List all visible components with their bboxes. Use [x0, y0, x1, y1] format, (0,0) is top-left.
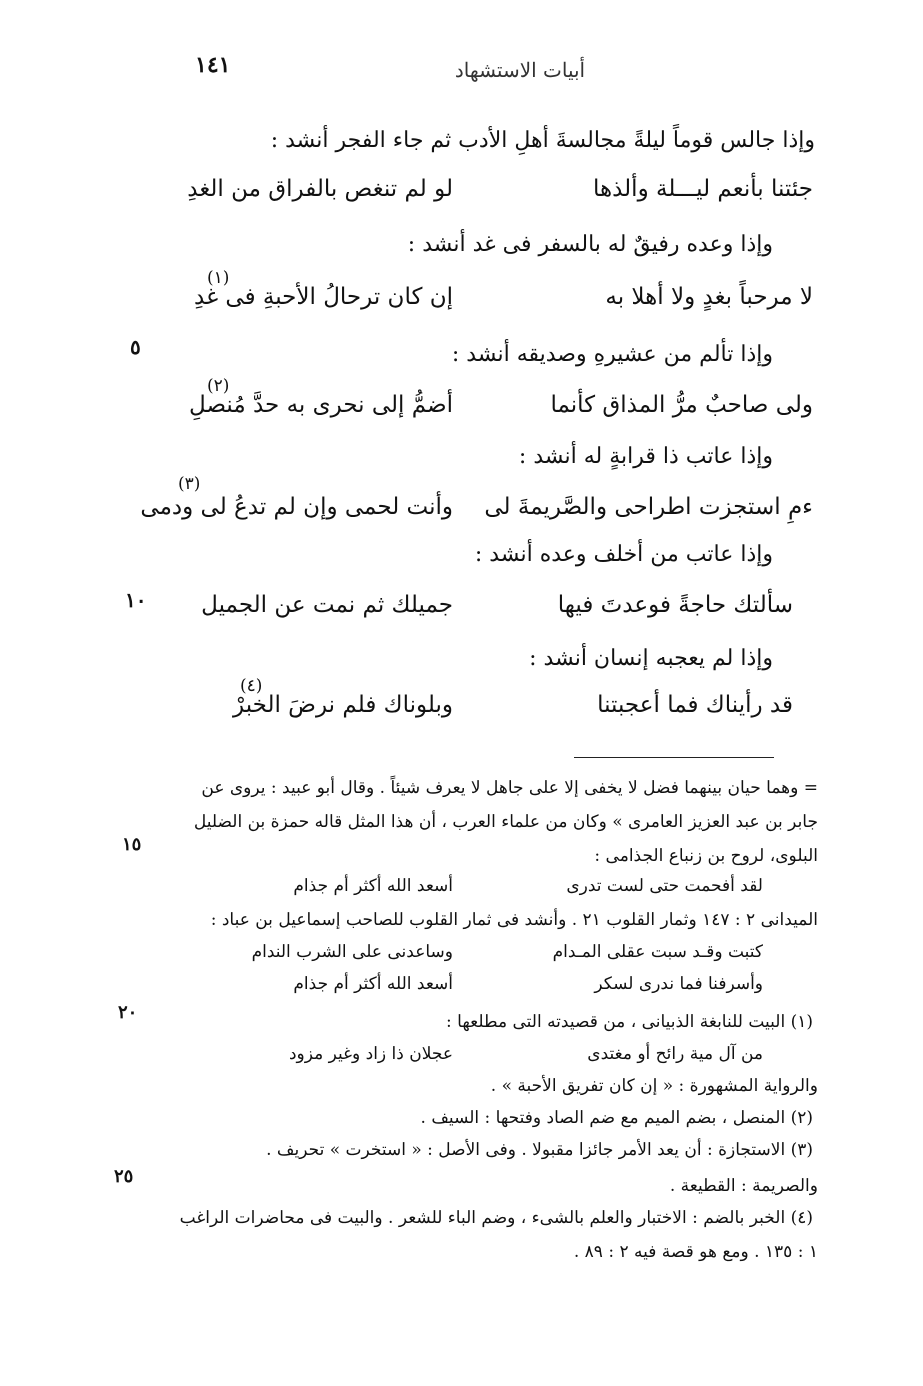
verse-line: [113, 494, 813, 526]
intro-line: وإذا عاتب من أخلف وعده أنشد :: [474, 542, 773, 567]
footnote-verse: [143, 876, 783, 902]
verse-hemistich: لو لم تنغص بالفراق من الغدِ: [187, 176, 453, 202]
footnote-line: الميدانى ٢ : ١٤٧ وثمار القلوب ٢١ . وأنشد فى ثمار القلوب للصاحب إسماعيل بن عباد :: [210, 910, 818, 930]
verse-hemistich: أضمُّ إلى نحرى به حدَّ مُنصلِ: [189, 392, 453, 418]
footnote-marker: (٣): [178, 474, 201, 494]
verse-hemistich: وأسرفنا فما ندرى لسكر: [594, 974, 763, 994]
verse-line: [113, 284, 813, 316]
verse-hemistich: عجلان ذا زاد وغير مزود: [288, 1044, 453, 1064]
verse-hemistich: لا مرحباً بغدٍ ولا أهلا به: [605, 284, 813, 310]
verse-hemistich: أسعد الله أكثر أم جذام: [293, 876, 453, 896]
verse-line: [113, 692, 813, 724]
intro-line: وإذا جالس قوماً ليلةً مجالسةَ أهلِ الأدب ثم جاء الفجر أنشد :: [270, 128, 815, 153]
line-number: ١٥: [122, 834, 142, 855]
verse-hemistich: لقد أفحمت حتى لست تدرى: [566, 876, 763, 896]
footnote-line: والرواية المشهورة : « إن كان تفريق الأحبة » .: [490, 1076, 818, 1096]
footnote-verse: [143, 942, 783, 968]
footnote-line: (١) البيت للنابغة الذبيانى ، من قصيدته التى مطلعها :: [446, 1012, 813, 1032]
verse-hemistich: إن كان ترحالُ الأحبةِ فى غدِ: [194, 284, 453, 310]
verse-line: [113, 592, 813, 624]
footnote-line: (٣) الاستجازة : أن يعد الأمر جائزا مقبولا . وفى الأصل : « استخرت » تحريف .: [266, 1140, 813, 1160]
running-title: أبيات الاستشهاد: [454, 58, 586, 82]
line-number: ١٠: [125, 588, 147, 612]
page-number: ١٤١: [195, 52, 231, 78]
line-number: ٢٥: [114, 1166, 134, 1187]
line-number: ٥: [130, 335, 141, 359]
verse-hemistich: أسعد الله أكثر أم جذام: [293, 974, 453, 994]
footnote-line: (٤) الخبر بالضم : الاختبار والعلم بالشىء ، وضم الباء للشعر . والبيت فى محاضرات الراغب: [179, 1208, 813, 1228]
intro-line: وإذا وعده رفيقٌ له بالسفر فى غد أنشد :: [407, 232, 773, 257]
footnote-marker: (٢): [207, 376, 230, 396]
footnote-line: والصريمة : القطيعة .: [669, 1176, 818, 1196]
verse-hemistich: جميلك ثم نمت عن الجميل: [201, 592, 453, 618]
footnote-separator: [574, 757, 774, 758]
footnote-verse: [143, 1044, 783, 1070]
footnote-line: البلوى، لروح بن زنباع الجذامى :: [594, 846, 818, 866]
footnote-verse: [143, 974, 783, 1000]
footnote-line: ١ : ١٣٥ . ومع هو قصة فيه ٢ : ٨٩ .: [573, 1242, 818, 1262]
intro-line: وإذا لم يعجبه إنسان أنشد :: [529, 646, 773, 671]
verse-hemistich: من آل مية رائح أو مغتدى: [587, 1044, 763, 1064]
intro-line: وإذا عاتب ذا قرابةٍ له أنشد :: [518, 444, 773, 469]
verse-hemistich: وساعدنى على الشرب الندام: [251, 942, 453, 962]
verse-hemistich: قد رأيناك فما أعجبتنا: [597, 692, 793, 718]
verse-line: [113, 176, 813, 208]
verse-line: [113, 392, 813, 424]
verse-hemistich: جئتنا بأنعم ليـــلة وألذها: [592, 176, 813, 202]
footnote-line: (٢) المنصل ، بضم الميم مع ضم الصاد وفتحها : السيف .: [420, 1108, 813, 1128]
verse-hemistich: وبلوناك فلم نرضَ الخبرْ: [233, 692, 453, 718]
footnote-line: = وهما حيان بينهما فضل لا يخفى إلا على جاهل لا يعرف شيئاً . وقال أبو عبيد : يروى عن: [201, 778, 818, 798]
verse-hemistich: سألتك حاجةً فوعدتَ فيها: [557, 592, 793, 618]
verse-hemistich: ءمِ استجزت اطراحى والصَّريمةَ لى: [484, 494, 813, 520]
footnote-marker: (٤): [240, 676, 263, 696]
verse-hemistich: كتبت وقـد سبت عقلى المـدام: [552, 942, 763, 962]
line-number: ٢٠: [118, 1002, 138, 1023]
footnote-marker: (١): [207, 268, 230, 288]
verse-hemistich: ولى صاحبٌ مرُّ المذاق كأنما: [550, 392, 813, 418]
intro-line: وإذا تألم من عشيرهِ وصديقه أنشد :: [451, 342, 773, 367]
footnote-line: جابر بن عبد العزيز العامرى » وكان من علماء العرب ، أن هذا المثل قاله حمزة بن الضليل: [193, 812, 818, 832]
verse-hemistich: وأنت لحمى وإن لم تدعُ لى ودمى: [140, 494, 453, 520]
